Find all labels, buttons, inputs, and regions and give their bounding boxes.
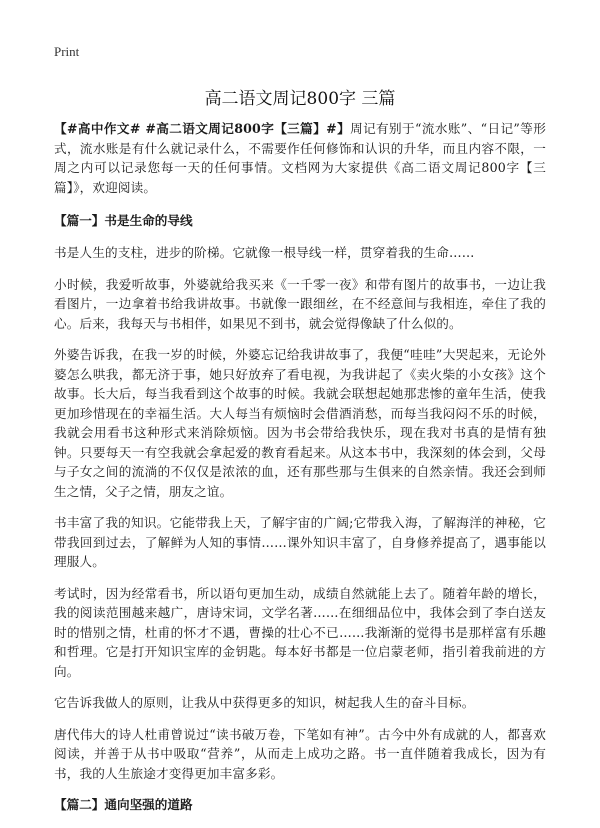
document-body bbox=[54, 119, 546, 827]
section-1-paragraph-5: 考试时，因为经常看书，所以语句更加生动，成绩自然就能上去了。随着年龄的增长，我的阅读范围越来越广，唐诗宋词，文学名著……在细细品位中，我体会到了李白送友时的惜别之情，杜甫的怀才不遇，曹操的壮心不已……我渐渐的觉得书是那样富有乐趣和哲理。它是打开知识宝库的金钥匙。每本好书都是一位启蒙老师，指引着我前进的方向。 bbox=[54, 585, 546, 679]
document-title: 高二语文周记800字 三篇 bbox=[204, 89, 396, 109]
section-1-paragraph-4: 书丰富了我的知识。它能带我上天，了解宇宙的广阔;它带我入海，了解海洋的神秘，它带我回到过去，了解鲜为人知的事情……课外知识丰富了，自身修养提高了，遇事能以理服人。 bbox=[54, 515, 546, 569]
section-1-paragraph-6: 它告诉我做人的原则，让我从中获得更多的知识，树起我人生的奋斗目标。 bbox=[54, 695, 475, 710]
intro-text: 周记有别于“流水账”、“日记”等形式，流水账是有什么就记录什么，不需要作任何修饰和认识的升华，而且内容不限，一周之内可以记录您每一天的任何事情。文档网为大家提供《高二语文周记800字【三篇】》，欢迎阅读。 bbox=[54, 121, 546, 195]
print-label: Print bbox=[54, 44, 80, 59]
section-1-paragraph-2: 小时候，我爱听故事，外婆就给我买来《一千零一夜》和带有图片的故事书，一边让我看图片，一边拿着书给我讲故事。书就像一跟细丝，在不经意间与我相连，牵住了我的心。后来，我每天与书相伴，如果见不到书，就会觉得像缺了什么似的。 bbox=[54, 276, 546, 331]
section-1-paragraph-1: 书是人生的支柱，进步的阶梯。它就像一根导线一样，贯穿着我的生命…… bbox=[54, 245, 475, 260]
intro-paragraph bbox=[54, 119, 546, 197]
section-1-heading: 【篇一】书是生命的导线 bbox=[54, 213, 193, 228]
section-2-heading: 【篇二】通向坚强的道路 bbox=[54, 797, 193, 812]
section-1-paragraph-3: 外婆告诉我，在我一岁的时候，外婆忘记给我讲故事了，我便“哇哇”大哭起来，无论外婆怎么哄我，都无济于事，她只好放弃了看电视，为我讲起了《卖火柴的小女孩》这个故事。长大后，每当我看到这个故事的时候。我就会联想起她那悲惨的童年生活，使我更加珍惜现在的幸福生活。大人每当有烦恼时会借酒消愁，而每当我闷闷不乐的时候，我就会用看书这种形式来消除烦恼。因为书会带给我快乐，现在我对书真的是情有独钟。只要每天一有空我就会拿起爱的教育看起来。从这本书中，我深刻的体会到，父母与子女之间的流淌的不仅仅是浓浓的血，还有那些那与生俱来的自然亲情。我还会到师生之情，父子之情，朋友之谊。 bbox=[54, 347, 546, 499]
intro-tag: 【#高中作文# #高二语文周记800字【三篇】#】 bbox=[54, 121, 351, 136]
section-1-paragraph-7: 唐代伟大的诗人杜甫曾说过“读书破万卷，下笔如有神”。古今中外有成就的人，都喜欢阅读，并善于从书中吸取“营养”，从而走上成功之路。书一直伴随着我成长，因为有书，我的人生旅途才变得更加丰富多彩。 bbox=[54, 726, 546, 781]
